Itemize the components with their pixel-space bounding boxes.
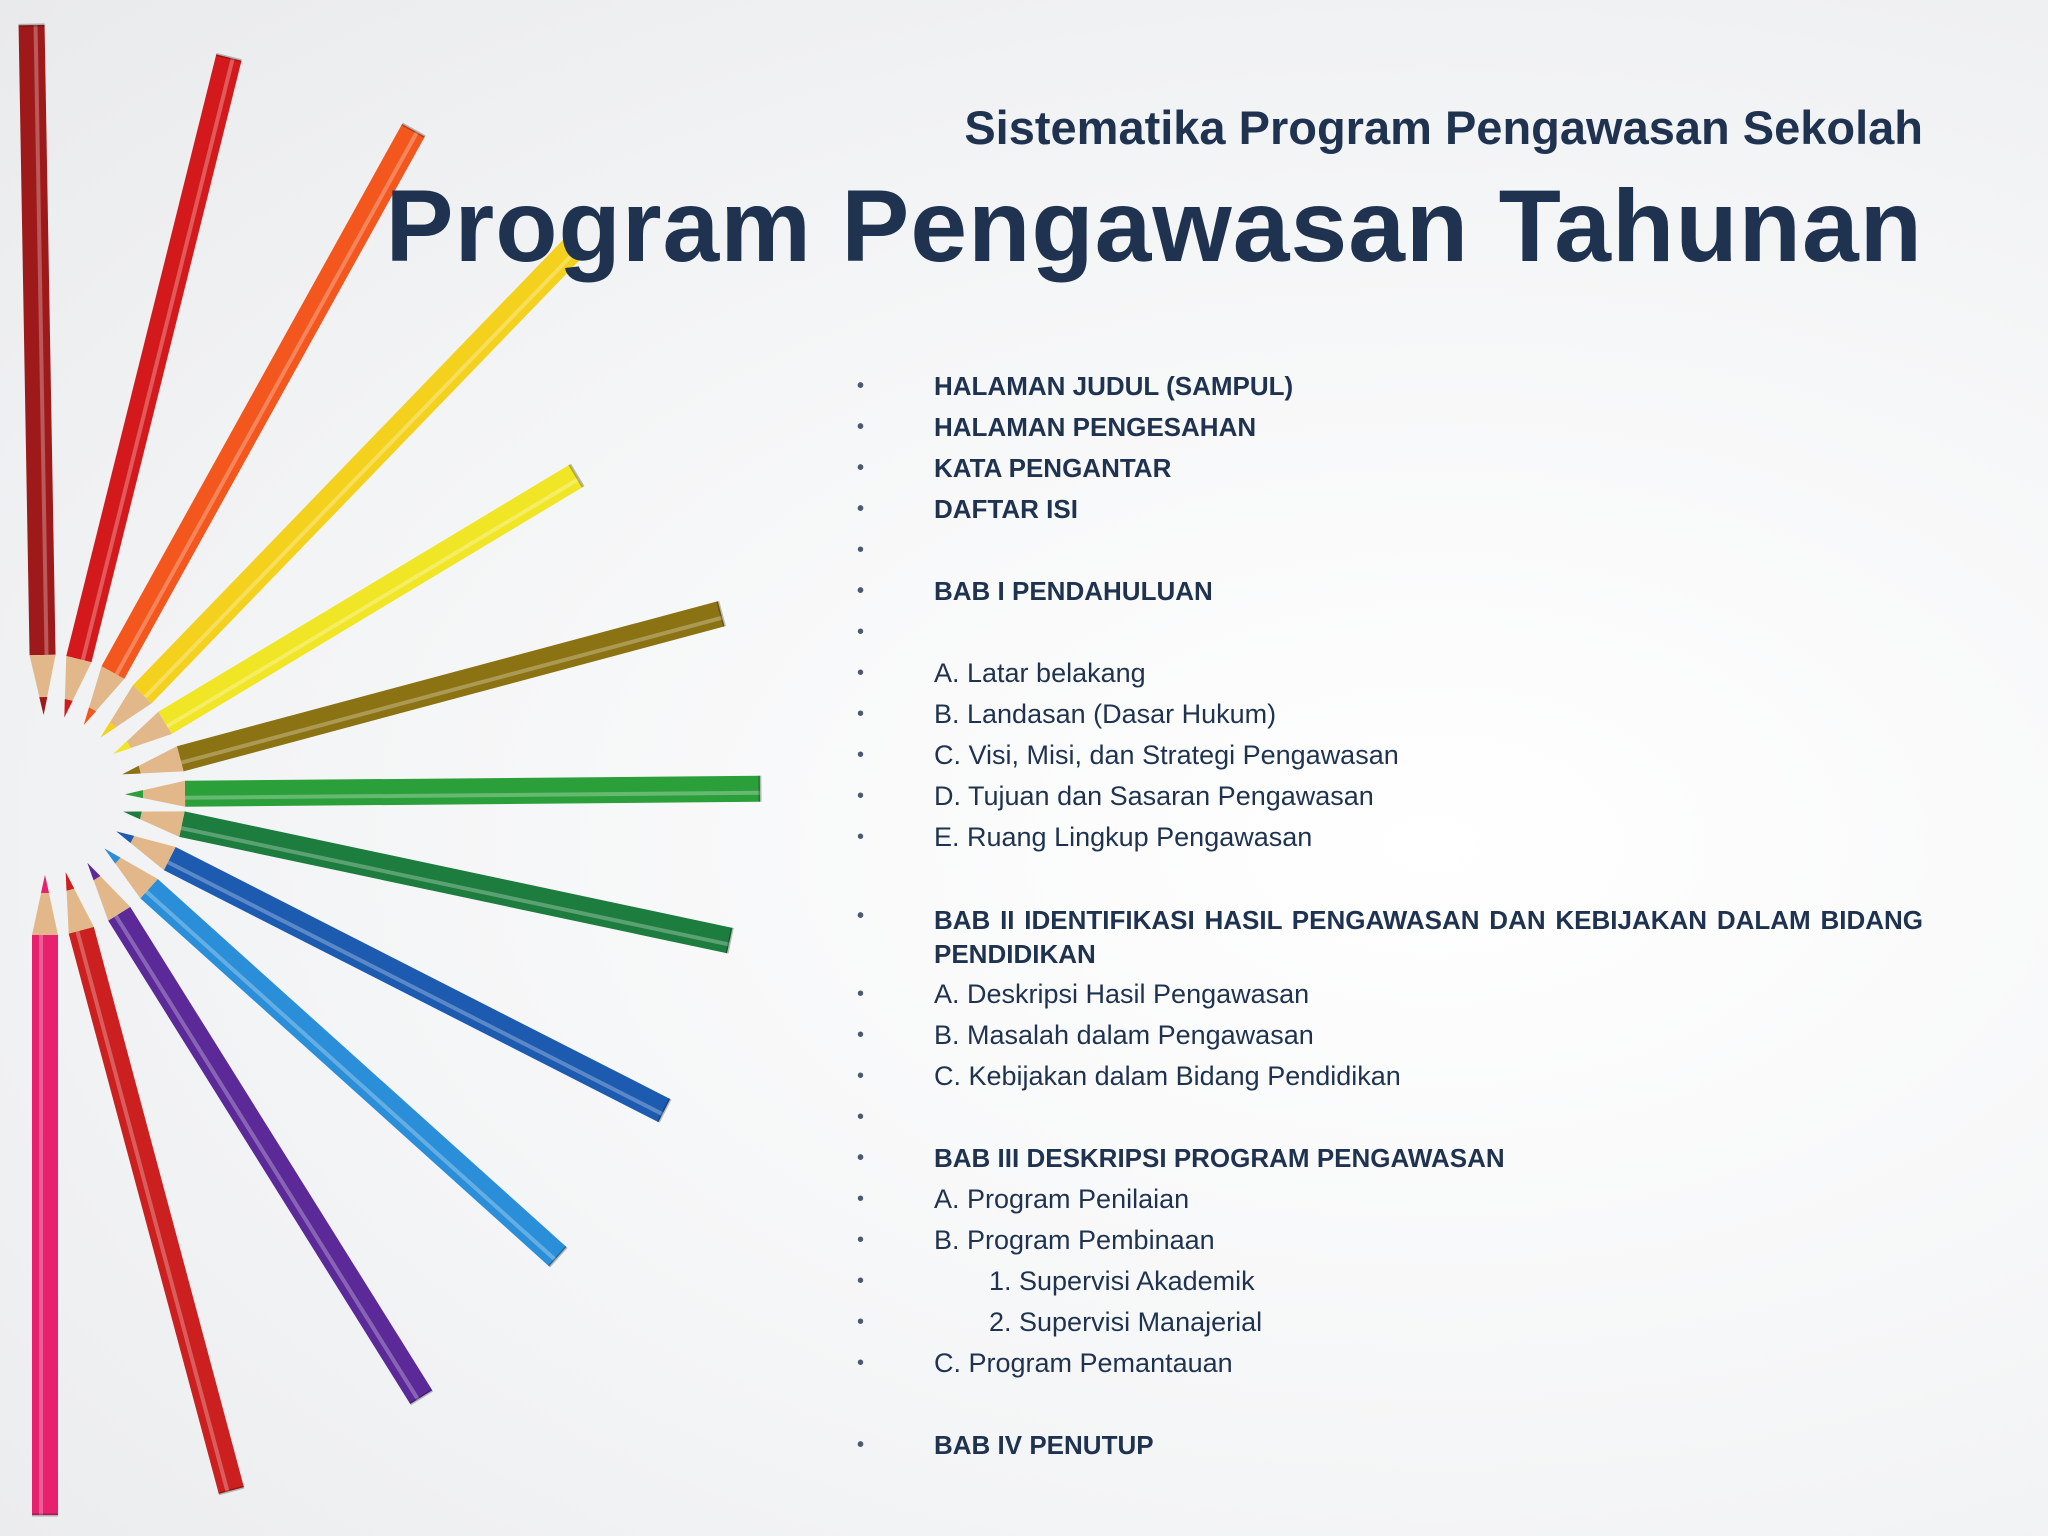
toc-item: • C. Program Pemantauan xyxy=(857,1343,1923,1384)
slide-subtitle: Sistematika Program Pengawasan Sekolah xyxy=(964,101,1923,154)
toc-item: • A. Latar belakang xyxy=(857,653,1923,694)
toc-item: • BAB IV PENUTUP xyxy=(857,1425,1923,1466)
toc-item: • 1. Supervisi Akademik xyxy=(857,1261,1923,1302)
pencil xyxy=(104,849,566,1267)
toc-item: • BAB III DESKRIPSI PROGRAM PENGAWASAN xyxy=(857,1138,1923,1179)
toc-item: • BAB I PENDAHULUAN xyxy=(857,571,1923,612)
table-of-contents-list xyxy=(857,366,1923,1466)
toc-item: • HALAMAN JUDUL (SAMPUL) xyxy=(857,366,1923,407)
toc-item xyxy=(857,1097,1923,1138)
pencil xyxy=(19,25,56,715)
toc-item: • C. Visi, Misi, dan Strategi Pengawasan xyxy=(857,735,1923,776)
slide-title: Program Pengawasan Tahunan xyxy=(385,169,1923,283)
toc-item: • BAB II IDENTIFIKASI HASIL PENGAWASAN DAN KEBIJAKAN DALAM BIDANG PENDIDIKAN xyxy=(857,899,1923,974)
toc-item: • DAFTAR ISI xyxy=(857,489,1923,530)
toc-item: • A. Program Penilaian xyxy=(857,1179,1923,1220)
toc-item: • A. Deskripsi Hasil Pengawasan xyxy=(857,974,1923,1015)
toc-item xyxy=(857,612,1923,653)
toc-item: • 2. Supervisi Manajerial xyxy=(857,1302,1923,1343)
toc-item: • D. Tujuan dan Sasaran Pengawasan xyxy=(857,776,1923,817)
toc-item: • C. Kebijakan dalam Bidang Pendidikan xyxy=(857,1056,1923,1097)
toc-item: • B. Masalah dalam Pengawasan xyxy=(857,1015,1923,1056)
pencil xyxy=(32,875,58,1515)
toc-item: • E. Ruang Lingkup Pengawasan xyxy=(857,817,1923,858)
toc-item xyxy=(857,530,1923,571)
toc-item: • B. Landasan (Dasar Hukum) xyxy=(857,694,1923,735)
toc-item: • HALAMAN PENGESAHAN xyxy=(857,407,1923,448)
pencil xyxy=(125,776,760,807)
toc-item: • KATA PENGANTAR xyxy=(857,448,1923,489)
toc-item: • B. Program Pembinaan xyxy=(857,1220,1923,1261)
